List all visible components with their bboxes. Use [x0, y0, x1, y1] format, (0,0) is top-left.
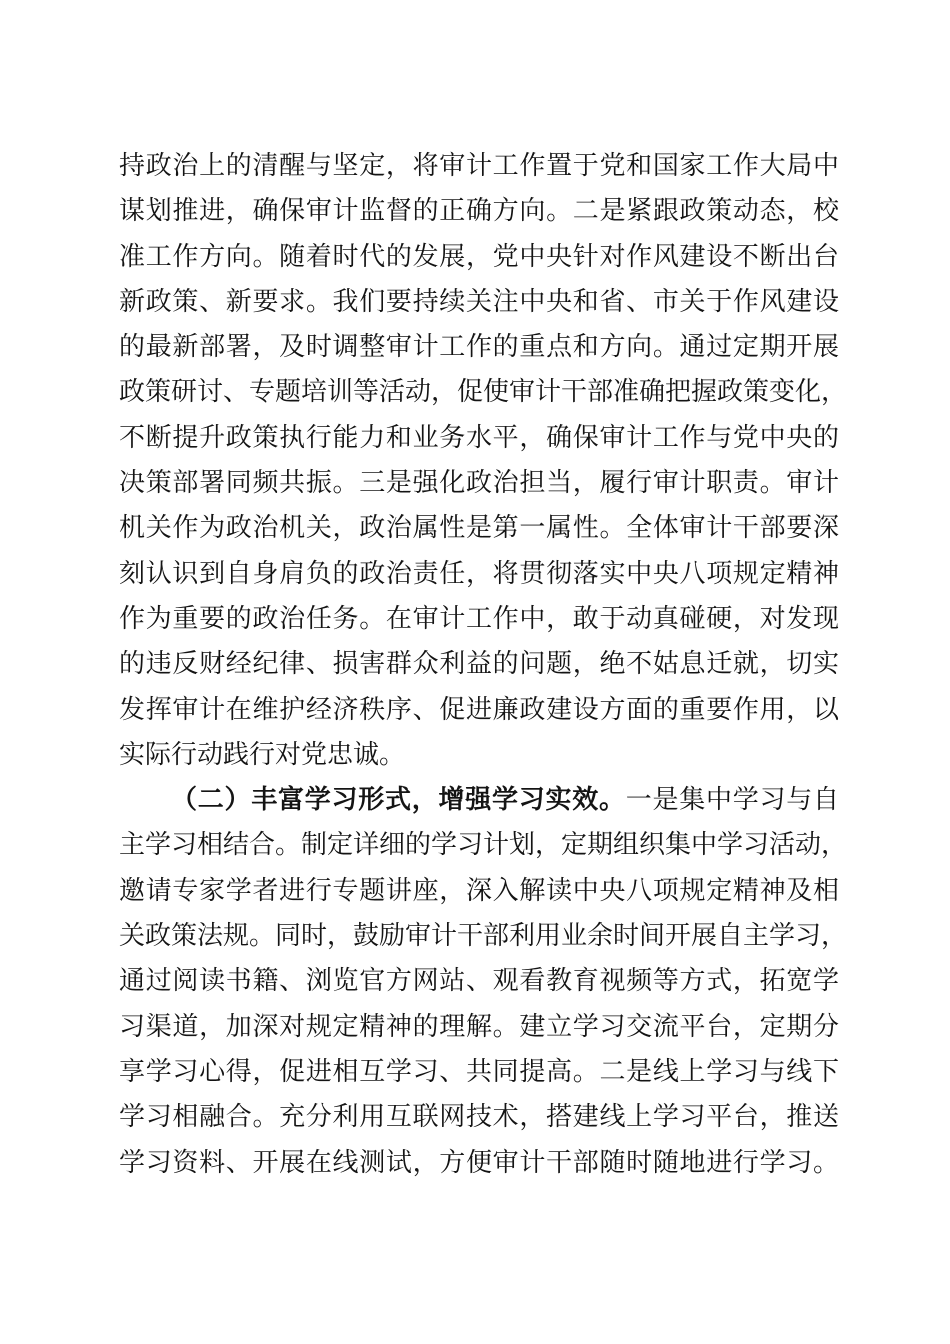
text-line: 政策研讨、专题培训等活动，促使审计干部准确把握政策变化， [119, 377, 848, 408]
text-line: 邀请专家学者进行专题讲座，深入解读中央八项规定精神及相 [119, 875, 839, 906]
paragraph-learning-forms [119, 778, 848, 1186]
text-line: 发挥审计在维护经济秩序、促进廉政建设方面的重要作用，以 [119, 694, 839, 725]
text-line: 关政策法规。同时，鼓励审计干部利用业余时间开展自主学习， [119, 921, 848, 952]
text-line: 习渠道，加深对规定精神的理解。建立学习交流平台，定期分 [119, 1011, 839, 1042]
text-line: 新政策、新要求。我们要持续关注中央和省、市关于作风建设 [119, 286, 839, 317]
text-line: 决策部署同频共振。三是强化政治担当，履行审计职责。审计 [119, 468, 839, 499]
paragraph-political-stance [119, 144, 848, 778]
text-line [119, 778, 839, 823]
text-line: 机关作为政治机关，政治属性是第一属性。全体审计干部要深 [119, 513, 839, 544]
text-line: 谋划推进，确保审计监督的正确方向。二是紧跟政策动态，校 [119, 196, 839, 227]
text-line: 主学习相结合。制定详细的学习计划，定期组织集中学习活动， [119, 830, 848, 861]
section-heading: （二）丰富学习形式，增强学习实效。 [171, 785, 626, 816]
text-line: 的违反财经纪律、损害群众利益的问题，绝不姑息迁就，切实 [119, 649, 839, 680]
text-line: 刻认识到自身肩负的政治责任，将贯彻落实中央八项规定精神 [119, 558, 839, 589]
text-line: 持政治上的清醒与坚定，将审计工作置于党和国家工作大局中 [119, 151, 839, 181]
text-line: 通过阅读书籍、浏览官方网站、观看教育视频等方式，拓宽学 [119, 966, 839, 997]
text-line: 学习资料、开展在线测试，方便审计干部随时随地进行学习。 [119, 1147, 839, 1178]
document-body [119, 144, 848, 1186]
text-line: 实际行动践行对党忠诚。 [119, 739, 406, 770]
text-line: 学习相融合。充分利用互联网技术，搭建线上学习平台，推送 [119, 1102, 839, 1133]
heading-line-continuation: 一是集中学习与自 [625, 785, 839, 816]
text-line: 享学习心得，促进相互学习、共同提高。二是线上学习与线下 [119, 1056, 839, 1087]
text-line: 作为重要的政治任务。在审计工作中，敢于动真碰硬，对发现 [119, 603, 839, 634]
text-line: 的最新部署，及时调整审计工作的重点和方向。通过定期开展 [119, 332, 839, 363]
text-line: 准工作方向。随着时代的发展，党中央针对作风建设不断出台 [119, 241, 839, 272]
text-line: 不断提升政策执行能力和业务水平，确保审计工作与党中央的 [119, 422, 839, 453]
